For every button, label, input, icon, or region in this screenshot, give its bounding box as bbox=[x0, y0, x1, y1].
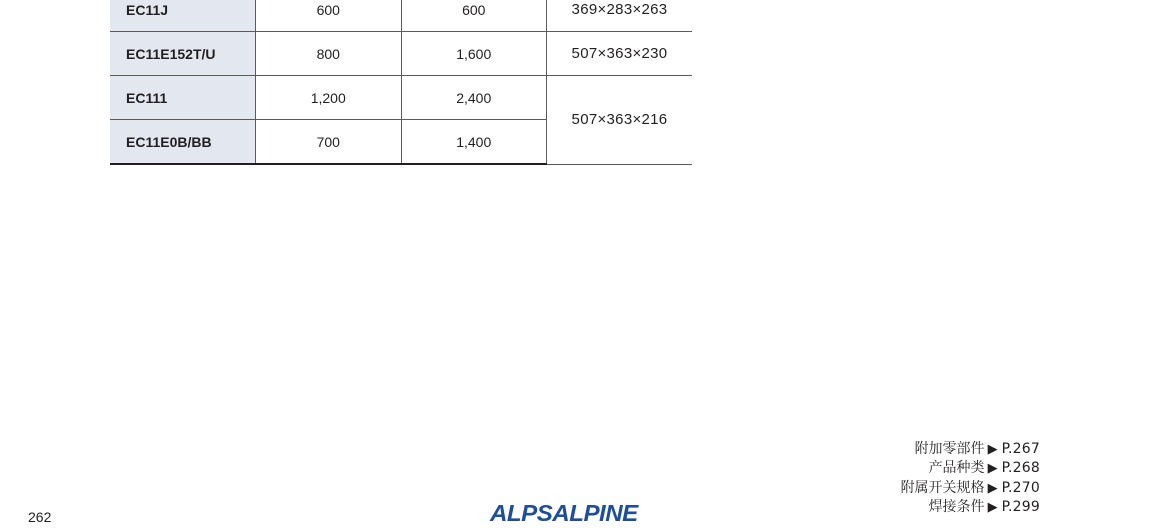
reference-page: P.267 bbox=[1001, 441, 1040, 457]
model-cell: EC11J bbox=[110, 0, 256, 32]
dimension-cell: 369×283×263 bbox=[547, 0, 693, 32]
alpsalpine-logo: ALPSALPINE bbox=[490, 500, 638, 526]
quantity-cell: 800 bbox=[256, 32, 402, 76]
reference-label: 附加零部件 bbox=[914, 441, 985, 457]
quantity-cell: 2,400 bbox=[401, 76, 547, 120]
quantity-cell: 600 bbox=[256, 0, 402, 32]
product-spec-table bbox=[110, 0, 692, 165]
dimension-cell: 507×363×230 bbox=[547, 32, 693, 76]
reference-page: P.270 bbox=[1001, 479, 1040, 496]
quantity-cell: 1,400 bbox=[401, 120, 547, 165]
play-arrow-icon: ▶ bbox=[987, 480, 998, 496]
dimension-cell: 507×363×216 bbox=[547, 76, 693, 165]
quantity-cell: 700 bbox=[256, 120, 402, 165]
play-arrow-icon: ▶ bbox=[987, 442, 998, 457]
reference-link-product-types[interactable] bbox=[800, 459, 1040, 478]
model-cell: EC11E0B/BB bbox=[110, 120, 256, 165]
reference-link-accessories[interactable] bbox=[800, 440, 1040, 459]
table-row bbox=[110, 32, 692, 76]
model-cell: EC11E152T/U bbox=[110, 32, 256, 76]
quantity-cell: 1,600 bbox=[401, 32, 547, 76]
model-cell: EC111 bbox=[110, 76, 256, 120]
reference-link-soldering[interactable] bbox=[800, 498, 1040, 517]
reference-label: 产品种类 bbox=[928, 460, 985, 477]
quantity-cell: 1,200 bbox=[256, 76, 402, 120]
table-row bbox=[110, 0, 692, 32]
quantity-cell: 600 bbox=[401, 0, 547, 32]
reference-link-switch-specs[interactable] bbox=[800, 479, 1040, 498]
cross-reference-list bbox=[800, 440, 1040, 517]
reference-page: P.268 bbox=[1001, 460, 1040, 477]
page-number: 262 bbox=[28, 509, 52, 525]
play-arrow-icon: ▶ bbox=[987, 499, 998, 515]
reference-page: P.299 bbox=[1001, 498, 1040, 515]
reference-label: 焊接条件 bbox=[928, 498, 985, 515]
table-row bbox=[110, 76, 692, 120]
reference-label: 附属开关规格 bbox=[900, 479, 985, 496]
play-arrow-icon: ▶ bbox=[987, 461, 998, 477]
